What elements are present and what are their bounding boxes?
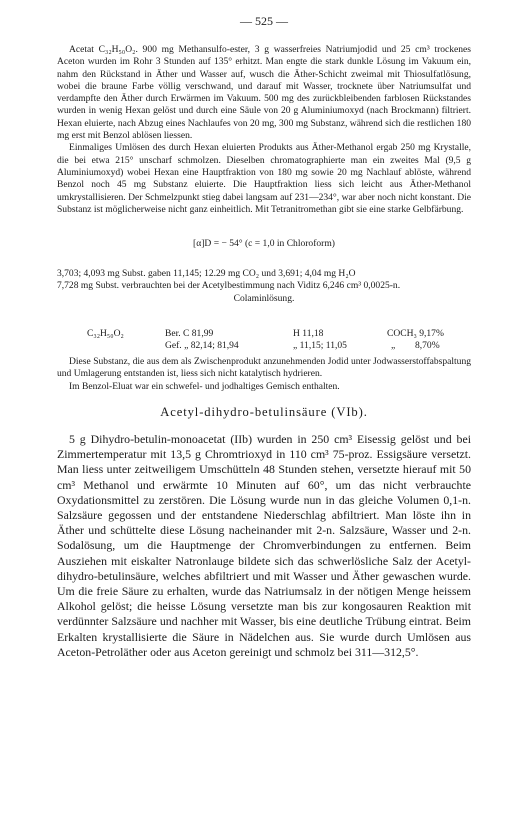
analysis-calc-c: Ber. C 81,99 [165,328,214,339]
section-heading: Acetyl-dihydro-betulinsäure (VIb). [160,405,368,419]
page-number: — 525 — [240,14,288,28]
analysis-calc-row [57,328,471,340]
elemental-analysis [57,328,471,353]
analysis-found-quote: „ [391,340,396,352]
analysis-found-h: „ 11,15; 11,05 [293,340,347,352]
main-body [57,432,471,660]
paragraph-recrystallization: Einmaliges Umlösen des durch Hexan eluierten Produkts aus Äther-Methanol ergab 250 mg Krystalle, die bei etwa 215° unscharf schmolzen. Dieselben chromatographierte man ein zweites Mal (9,5 g Aluminiumoxyd) wobei Hexan eine Hauptfraktion von 180 mg sowie 20 mg Nachlauf ablöste, während Benzol noch 45 mg Substanz eluierte. Die Hauptfraktion liess sich leicht aus Äther-Methanol umkrystallisieren. Der Schmelzpunkt stieg dabei langsam auf 231—234°, war aber noch nicht konstant. Die Substanz ist möglicherweise nicht ganz einheitlich. Mit Tetranitromethan gibt sie eine starke Gelbfärbung. [57,142,471,215]
measurements [57,268,471,305]
paragraph-benzol-eluate: Im Benzol-Eluat war ein schwefel- und jodhaltiges Gemisch enthalten. [69,380,340,392]
top-paragraphs [57,44,471,216]
bottom-paragraphs [57,356,471,393]
measurement-line-1: 3,703; 4,093 mg Subst. gaben 11,145; 12.29 mg CO₂ und 3,691; 4,04 mg H₂O [57,268,356,279]
measurement-line-2: 7,728 mg Subst. verbrauchten bei der Acetylbestimmung nach Viditz 6,246 cm³ 0,0025-n. [57,280,401,292]
analysis-formula: C₃₂H₅₀O₂ [87,328,124,339]
optical-rotation: [α]D = − 54° (c = 1,0 in Chloroform) [193,238,335,249]
measurement-line-3: Colaminlösung. [233,292,295,304]
analysis-found-row [57,340,471,352]
body-paragraph: 5 g Dihydro-betulin-monoacetat (IIb) wurden in 250 cm³ Eisessig gelöst und bei Zimmertemperatur mit 13,5 g Chromtrioxyd in 110 cm³ 75-proz. Essigsäure versetzt. Man liess unter zeitweiligem Umschütteln 48 Stunden stehen, versetzte hierauf mit 50 cm³ Methanol und erwärmte 10 Minuten auf 60°, um das nicht verbrauchte Oxydationsmittel zu zerstören. Die Lösung wurde nun in das gleiche Volumen 0,1-n. Salzsäure gegossen und der entstandene Niederschlag abfiltriert. Man löste ihn in Äther und schüttelte diese Lösung nacheinander mit 2-n. Salzsäure, Wasser und 2-n. Sodalösung, um die Hauptmenge der Chromverbindungen zu entfernen. Beim Ausziehen mit eiskalter Natronlauge bildete sich das schwerlösliche Salz der Acetyl-dihydro-betulinsäure, welches abfiltriert und mit Wasser und Äther gewaschen wurde. Um die freie Säure zu erhalten, wurde das Natriumsalz in der nötigen Menge heissem Alkohol gelöst; die heisse Lösung versetzte man bis zur kongosauren Reaktion mit verdünnter Salzsäure und nachher mit Wasser, bis eine deutliche Trübung eintrat. Beim Erkalten krystallisierte die Säure in Nädelchen aus. Sie wurde durch Umlösen aus Aceton-Petroläther oder aus Aceton gereinigt und schmolz bei 311—312,5°. [57,432,471,659]
analysis-calc-coch: COCH₃ 9,17% [387,328,444,339]
analysis-found-c: Gef. „ 82,14; 81,94 [165,340,239,352]
paragraph-hydrogenation: Diese Substanz, die aus dem als Zwischenprodukt anzunehmenden Jodid unter Jodwasserstoffabspaltung und Umlagerung entstanden ist, liess sich nicht katalytisch hydrieren. [57,356,471,380]
analysis-found-coch: 8,70% [415,340,440,352]
analysis-calc-h: H 11,18 [293,328,324,339]
paragraph-acetate: Acetat C₃₂H₅₀O₂. 900 mg Methansulfo-ester, 3 g wasserfreies Natriumjodid und 25 cm³ trockenes Aceton wurden im Rohr 3 Stunden auf 135° erhitzt. Man engte die stark dunkle Lösung im Vakuum ein, nahm den Rückstand in Äther und Wasser auf, wusch die Äther-Schicht zweimal mit Thiosulfatlösung, wobei die braune Farbe völlig verschwand, und darauf mit Wasser, trocknete über Natriumsulfat und verdampfte den Äther durch Erwärmen im Vakuum. 500 mg des zurückbleibenden farblosen Rückstandes wurden in wenig Hexan gelöst und durch eine Säule von 20 g Aluminiumoxyd (nach Brockmann) filtriert. Hexan eluierte, nach Abzug eines Nachlaufes von 20 mg, 300 mg Substanz, während sich die restlichen 180 mg erst mit Benzol ablösen liessen. [57,44,471,142]
